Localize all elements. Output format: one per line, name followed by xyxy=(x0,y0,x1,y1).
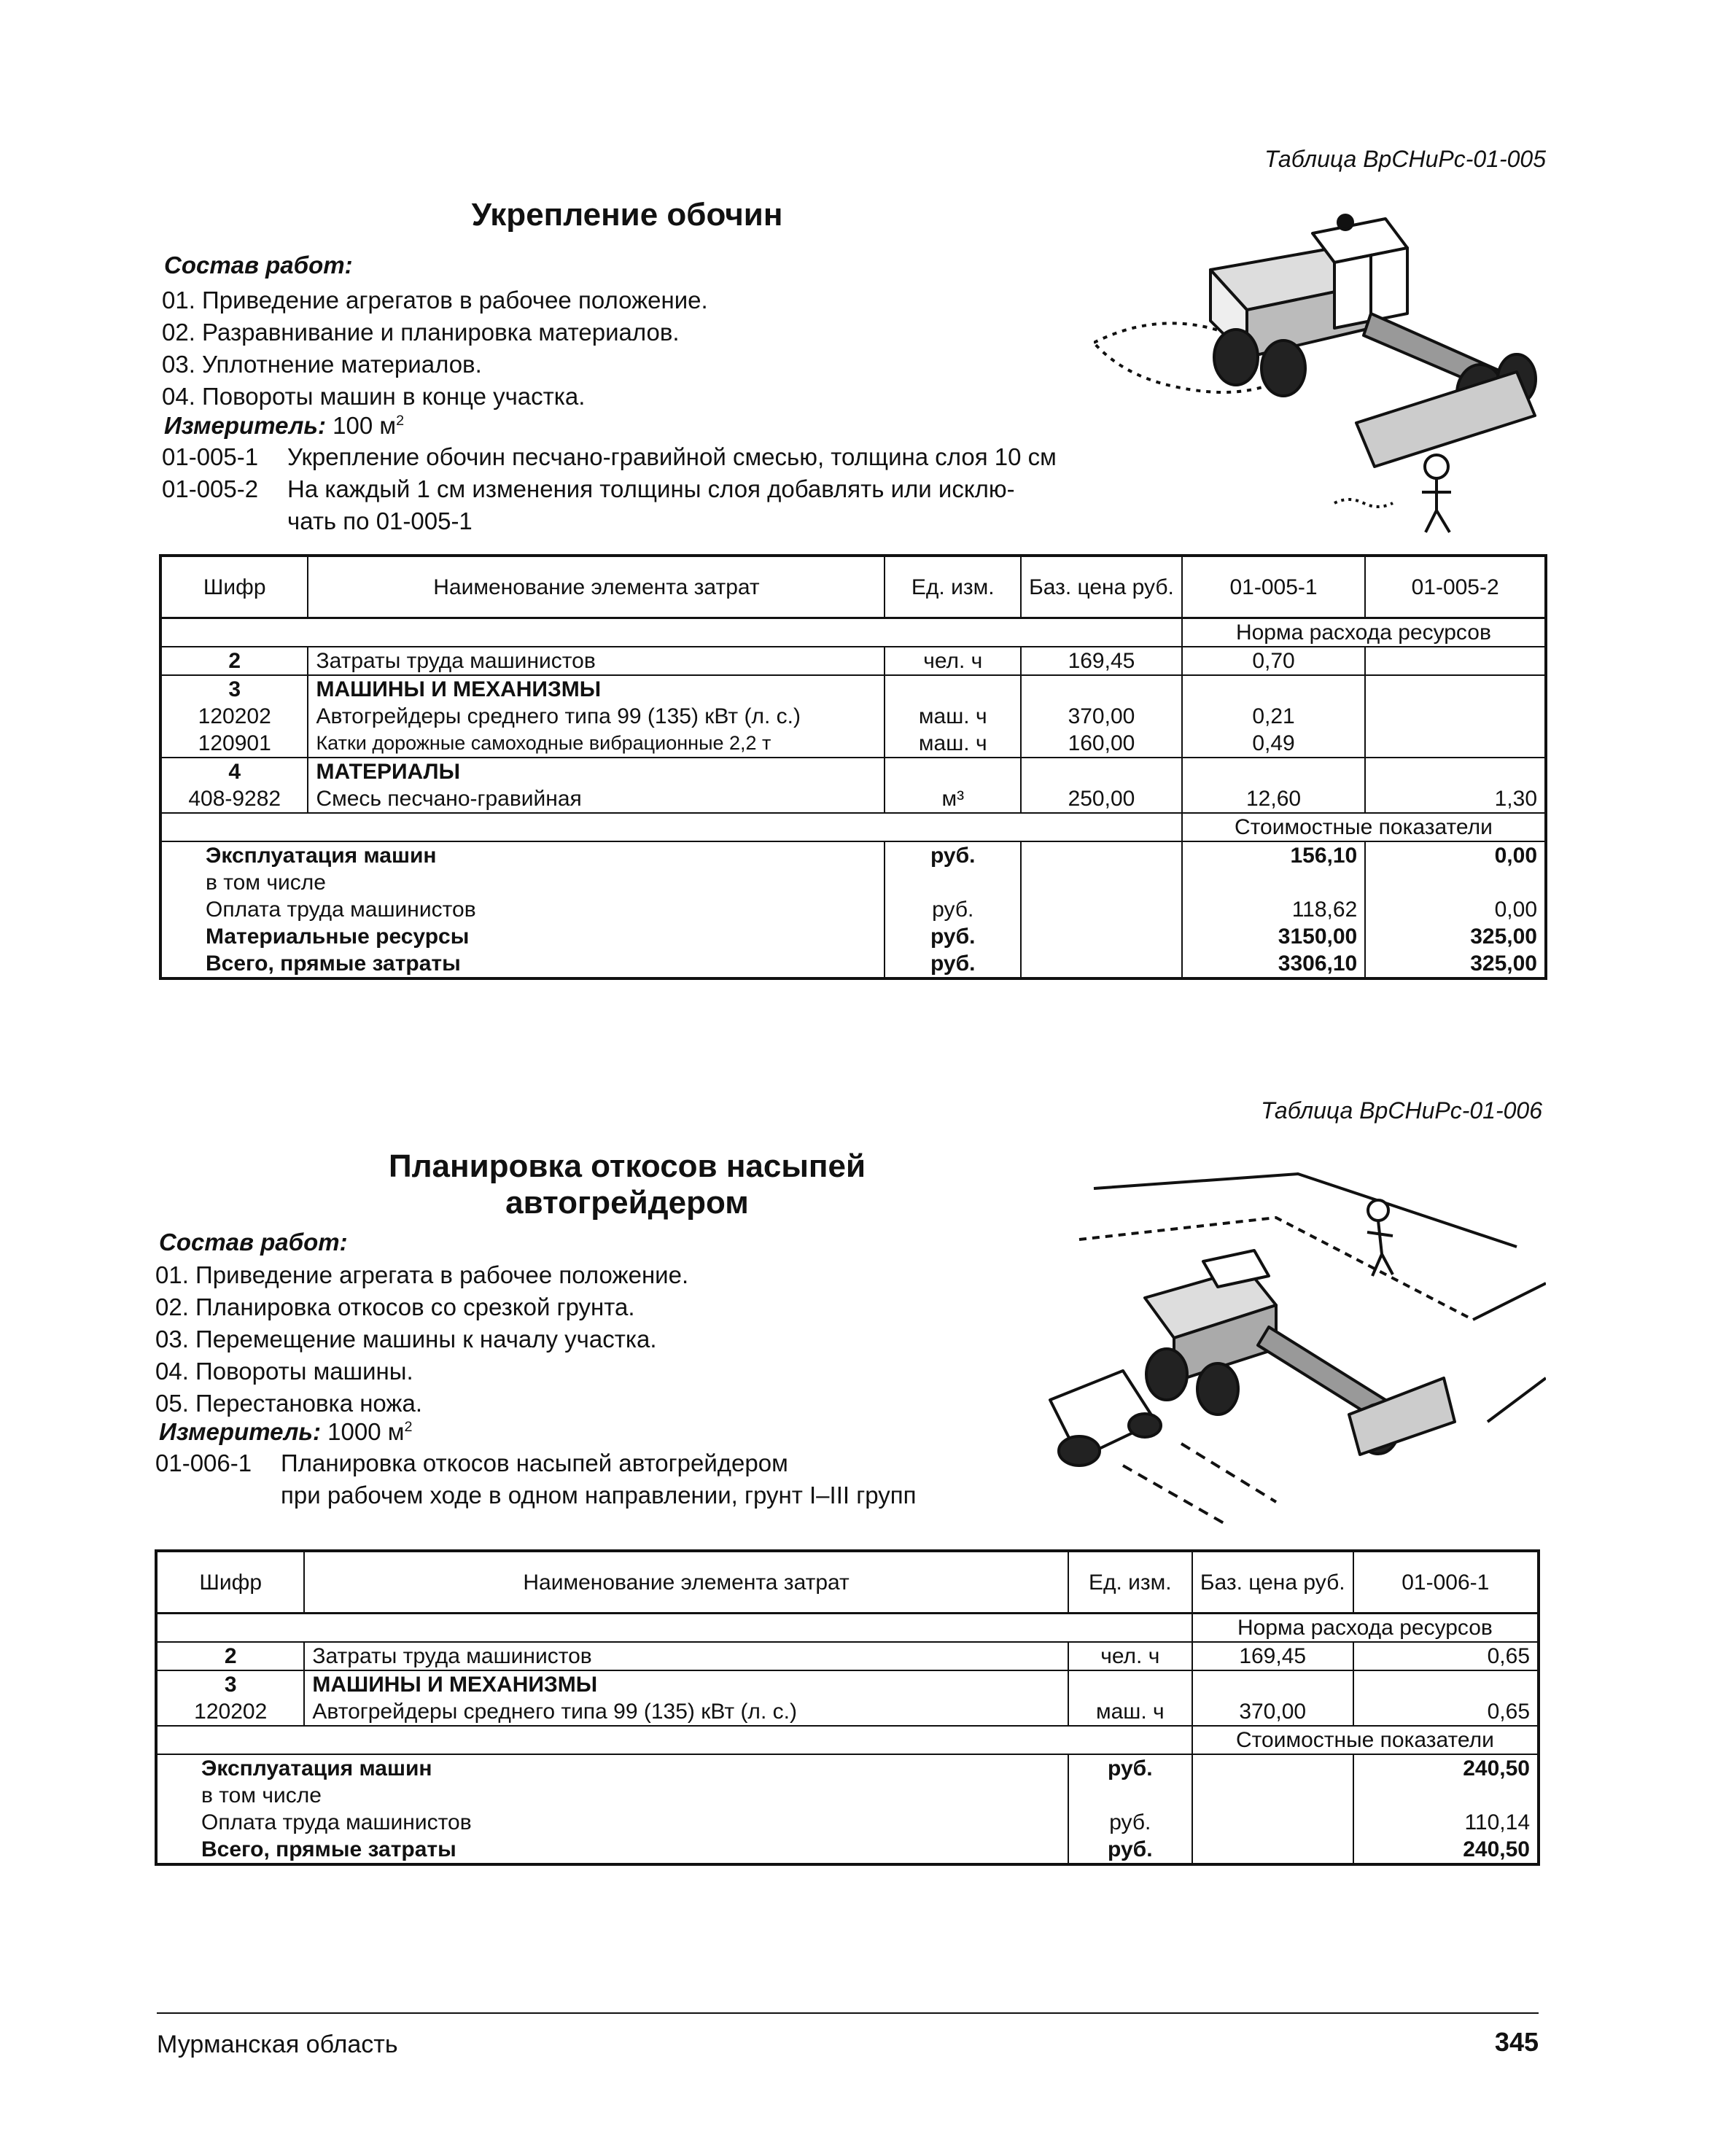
item-code: 01-005-2 xyxy=(162,475,259,502)
cost-row xyxy=(160,896,1546,923)
grader-slope-illustration xyxy=(1035,1159,1546,1524)
resource-table-2 xyxy=(155,1549,1540,1866)
section-title-1: Укрепление обочин xyxy=(471,197,783,233)
cell-unit: маш. ч xyxy=(885,703,1021,730)
cost-v1 xyxy=(1353,1782,1539,1809)
step: 04. Повороты машин в конце участка. xyxy=(162,383,586,410)
composition-label-1: Состав работ: xyxy=(164,252,353,279)
table-row xyxy=(156,1698,1539,1726)
cost-name: Всего, прямые затраты xyxy=(156,1836,1068,1864)
item-text: Укрепление обочин песчано-гравийной смесью, толщина слоя 10 см xyxy=(287,443,1057,470)
cell-code: 3 xyxy=(156,1670,304,1698)
cell-v2 xyxy=(1365,758,1546,785)
step: 02. Разравнивание и планировка материалов. xyxy=(162,319,680,346)
cell-price: 370,00 xyxy=(1021,703,1182,730)
table-row xyxy=(156,1642,1539,1670)
cost-name: Всего, прямые затраты xyxy=(160,950,885,978)
cost-row xyxy=(160,950,1546,978)
cell-v1 xyxy=(1182,675,1365,703)
cost-row xyxy=(156,1754,1539,1782)
cell-code: 4 xyxy=(160,758,308,785)
cost-v1: 110,14 xyxy=(1353,1809,1539,1836)
cell-price xyxy=(1021,758,1182,785)
cost-v2: 0,00 xyxy=(1365,841,1546,869)
cell-unit xyxy=(885,758,1021,785)
table-row xyxy=(160,703,1546,730)
section-title-2 xyxy=(335,1148,919,1221)
measure-label: Измеритель: xyxy=(164,412,326,439)
cell-unit: маш. ч xyxy=(1068,1698,1192,1726)
cost-name: Оплата труда машинистов xyxy=(160,896,885,923)
cell-price: 370,00 xyxy=(1192,1698,1353,1726)
cost-name: в том числе xyxy=(156,1782,1068,1809)
cost-unit: руб. xyxy=(885,950,1021,978)
table-row xyxy=(160,785,1546,813)
cell-name: Затраты труда машинистов xyxy=(304,1642,1068,1670)
cell-name: Смесь песчано-гравийная xyxy=(308,785,885,813)
cell-unit: чел. ч xyxy=(885,647,1021,675)
cost-unit: руб. xyxy=(885,896,1021,923)
cost-row xyxy=(156,1836,1539,1864)
cell-v1: 0,65 xyxy=(1353,1642,1539,1670)
table-row xyxy=(160,730,1546,758)
cost-v2: 325,00 xyxy=(1365,950,1546,978)
cost-row xyxy=(160,841,1546,869)
col-header-name: Наименование элемента затрат xyxy=(308,556,885,618)
items-list-1 xyxy=(162,441,1057,537)
cost-name: Эксплуатация машин xyxy=(160,841,885,869)
cost-v2 xyxy=(1365,869,1546,896)
cell-code: 2 xyxy=(156,1642,304,1670)
item-code: 01-006-1 xyxy=(155,1449,252,1476)
cell-price xyxy=(1192,1670,1353,1698)
measure-sup: 2 xyxy=(404,1419,413,1435)
col-header-price: Баз. цена руб. xyxy=(1021,556,1182,618)
col-header-code: Шифр xyxy=(160,556,308,618)
cell-name: Автогрейдеры среднего типа 99 (135) кВт (л. с.) xyxy=(308,703,885,730)
steps-list-2 xyxy=(155,1259,688,1420)
cost-unit xyxy=(885,869,1021,896)
cost-unit xyxy=(1068,1782,1192,1809)
measure-sup: 2 xyxy=(396,413,405,429)
cost-v1: 3306,10 xyxy=(1182,950,1365,978)
cost-v1 xyxy=(1182,869,1365,896)
measure-1 xyxy=(164,412,404,440)
cell-code: 120901 xyxy=(160,730,308,758)
resource-table-1 xyxy=(159,554,1547,980)
cost-unit: руб. xyxy=(885,923,1021,950)
footer-region: Мурманская область xyxy=(157,2031,398,2058)
cell-v1: 12,60 xyxy=(1182,785,1365,813)
cell-price xyxy=(1021,675,1182,703)
item-continuation: чать по 01-005-1 xyxy=(287,507,473,534)
cell-v2 xyxy=(1365,675,1546,703)
cell-unit: маш. ч xyxy=(885,730,1021,758)
col-header-unit: Ед. изм. xyxy=(885,556,1021,618)
cell-unit xyxy=(885,675,1021,703)
measure-label: Измеритель: xyxy=(159,1418,321,1445)
cost-v2: 0,00 xyxy=(1365,896,1546,923)
cost-row xyxy=(156,1782,1539,1809)
cell-unit xyxy=(1068,1670,1192,1698)
cost-name: Эксплуатация машин xyxy=(156,1754,1068,1782)
cell-name: Автогрейдеры среднего типа 99 (135) кВт (л. с.) xyxy=(304,1698,1068,1726)
cell-unit: чел. ч xyxy=(1068,1642,1192,1670)
step: 04. Повороты машины. xyxy=(155,1358,413,1385)
cell-price: 169,45 xyxy=(1192,1642,1353,1670)
norm-header: Норма расхода ресурсов xyxy=(1182,618,1546,647)
cost-v2: 325,00 xyxy=(1365,923,1546,950)
cost-name: Материальные ресурсы xyxy=(160,923,885,950)
cell-name: МАШИНЫ И МЕХАНИЗМЫ xyxy=(304,1670,1068,1698)
cell-v2 xyxy=(1365,730,1546,758)
composition-label-2: Состав работ: xyxy=(159,1229,348,1256)
item-continuation: при рабочем ходе в одном направлении, грунт I–III групп xyxy=(281,1482,917,1509)
norm-header: Норма расхода ресурсов xyxy=(1192,1614,1539,1643)
table-ref-1: Таблица ВрСНиРс-01-005 xyxy=(1264,146,1546,172)
step: 05. Перестановка ножа. xyxy=(155,1390,423,1417)
cost-row xyxy=(156,1809,1539,1836)
cost-v1: 3150,00 xyxy=(1182,923,1365,950)
cost-row xyxy=(160,923,1546,950)
cell-v1 xyxy=(1353,1670,1539,1698)
table-row xyxy=(160,675,1546,703)
cell-unit: м³ xyxy=(885,785,1021,813)
cell-price: 169,45 xyxy=(1021,647,1182,675)
title-line: Планировка откосов насыпей xyxy=(388,1148,866,1184)
motor-grader-illustration xyxy=(1094,204,1546,540)
cell-code: 408-9282 xyxy=(160,785,308,813)
measure-2 xyxy=(159,1418,412,1446)
cost-name: Оплата труда машинистов xyxy=(156,1809,1068,1836)
steps-list-1 xyxy=(162,284,708,413)
cost-unit: руб. xyxy=(885,841,1021,869)
cell-code: 2 xyxy=(160,647,308,675)
cell-v1: 0,21 xyxy=(1182,703,1365,730)
cell-code: 120202 xyxy=(156,1698,304,1726)
cell-price: 160,00 xyxy=(1021,730,1182,758)
cost-v1: 240,50 xyxy=(1353,1754,1539,1782)
page-number: 345 xyxy=(1494,2027,1539,2057)
cost-v1: 118,62 xyxy=(1182,896,1365,923)
measure-value: 100 м xyxy=(333,412,397,439)
cost-header: Стоимостные показатели xyxy=(1182,813,1546,841)
cell-code: 120202 xyxy=(160,703,308,730)
step: 03. Перемещение машины к началу участка. xyxy=(155,1326,657,1353)
cell-name: Катки дорожные самоходные вибрационные 2,2 т xyxy=(308,730,885,758)
cell-name: МАШИНЫ И МЕХАНИЗМЫ xyxy=(308,675,885,703)
col-header-name: Наименование элемента затрат xyxy=(304,1551,1068,1614)
step: 02. Планировка откосов со срезкой грунта. xyxy=(155,1293,635,1320)
item-text: Планировка откосов насыпей автогрейдером xyxy=(281,1449,788,1476)
cost-row xyxy=(160,869,1546,896)
table-row xyxy=(160,758,1546,785)
step: 01. Приведение агрегата в рабочее положение. xyxy=(155,1261,689,1288)
col-header-unit: Ед. изм. xyxy=(1068,1551,1192,1614)
cell-name: МАТЕРИАЛЫ xyxy=(308,758,885,785)
cell-name: Затраты труда машинистов xyxy=(308,647,885,675)
cell-v1: 0,49 xyxy=(1182,730,1365,758)
cell-v1: 0,70 xyxy=(1182,647,1365,675)
cell-v1: 0,65 xyxy=(1353,1698,1539,1726)
col-header-price: Баз. цена руб. xyxy=(1192,1551,1353,1614)
step: 01. Приведение агрегатов в рабочее положение. xyxy=(162,287,708,314)
cell-code: 3 xyxy=(160,675,308,703)
cell-v2 xyxy=(1365,647,1546,675)
col-header-rate-1: 01-006-1 xyxy=(1353,1551,1539,1614)
table-ref-2: Таблица ВрСНиРс-01-006 xyxy=(1261,1097,1542,1124)
cell-v2: 1,30 xyxy=(1365,785,1546,813)
cost-name: в том числе xyxy=(160,869,885,896)
cost-unit: руб. xyxy=(1068,1809,1192,1836)
footer-rule xyxy=(157,2012,1539,2014)
item-text: На каждый 1 см изменения толщины слоя добавлять или исклю- xyxy=(287,475,1015,502)
title-line: автогрейдером xyxy=(505,1185,749,1221)
col-header-code: Шифр xyxy=(156,1551,304,1614)
col-header-rate-1: 01-005-1 xyxy=(1182,556,1365,618)
cost-unit: руб. xyxy=(1068,1754,1192,1782)
table-row xyxy=(160,647,1546,675)
measure-value: 1000 м xyxy=(327,1418,405,1445)
cost-v1: 156,10 xyxy=(1182,841,1365,869)
item-code: 01-005-1 xyxy=(162,443,259,470)
cell-v2 xyxy=(1365,703,1546,730)
table-row xyxy=(156,1670,1539,1698)
step: 03. Уплотнение материалов. xyxy=(162,351,482,378)
cell-price: 250,00 xyxy=(1021,785,1182,813)
cost-header: Стоимостные показатели xyxy=(1192,1726,1539,1754)
items-list-2 xyxy=(155,1447,916,1511)
col-header-rate-2: 01-005-2 xyxy=(1365,556,1546,618)
cell-v1 xyxy=(1182,758,1365,785)
cost-unit: руб. xyxy=(1068,1836,1192,1864)
cost-v1: 240,50 xyxy=(1353,1836,1539,1864)
